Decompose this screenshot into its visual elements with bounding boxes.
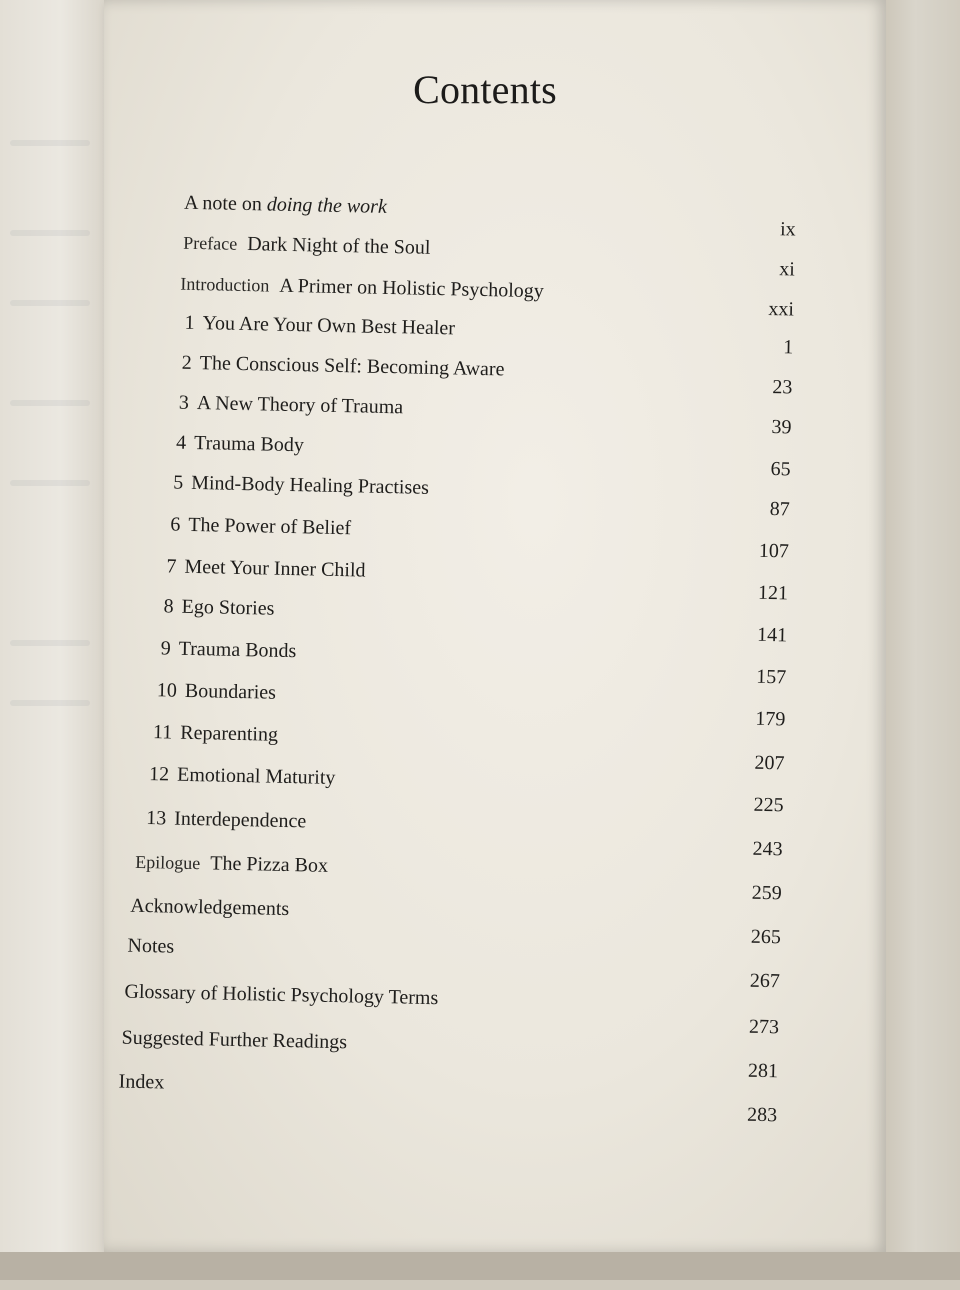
entry-title: Emotional Maturity	[176, 763, 336, 789]
page-number: 87	[769, 498, 791, 521]
chapter-number: 10	[156, 679, 178, 702]
chapter-number: 3	[178, 391, 190, 414]
page-number: 283	[746, 1103, 778, 1127]
page-number: 121	[757, 581, 789, 605]
page-number: 179	[755, 707, 786, 731]
toc-entry	[181, 352, 504, 382]
page-number: 1	[782, 336, 794, 359]
toc-entry	[149, 763, 336, 790]
chapter-number: 11	[152, 721, 173, 744]
entry-title: Mind-Body Healing Practises	[190, 471, 430, 499]
entry-title: You Are Your Own Best Healer	[202, 312, 456, 340]
toc-entry	[118, 1071, 164, 1095]
toc-entry	[183, 232, 431, 260]
entry-title: The Power of Belief	[188, 513, 352, 540]
page-number: 259	[751, 881, 782, 905]
chapter-number: 6	[170, 513, 181, 536]
page-number: 273	[748, 1015, 780, 1039]
page-number: 281	[747, 1059, 779, 1083]
entry-title: Ego Stories	[181, 595, 275, 620]
entry-title: The Pizza Box	[210, 852, 329, 877]
page-number: 225	[753, 793, 784, 817]
chapter-number: 8	[163, 595, 174, 618]
toc-entry	[130, 895, 289, 921]
toc-entry	[121, 1027, 347, 1055]
chapter-number: 9	[160, 637, 171, 660]
toc-entry	[135, 851, 328, 878]
entry-title: Interdependence	[173, 807, 307, 833]
entry-title: Trauma Bonds	[178, 637, 297, 663]
page-title: Contents	[413, 67, 557, 112]
page-number: 23	[772, 376, 793, 399]
entry-title: A New Theory of Trauma	[196, 392, 404, 419]
entry-title: Index	[118, 1070, 165, 1094]
chapter-number: 5	[172, 471, 184, 494]
chapter-number: 7	[166, 555, 177, 578]
toc-entry	[180, 273, 544, 304]
section-label: Epilogue	[135, 851, 201, 874]
page-number: 141	[756, 623, 788, 647]
page-number: 207	[754, 751, 785, 775]
chapter-number: 2	[181, 351, 192, 374]
page-number: 39	[771, 416, 792, 439]
section-label: Introduction	[180, 273, 270, 296]
page-number: 107	[758, 539, 790, 563]
toc-entry	[170, 513, 351, 540]
entry-title: A note on	[183, 191, 268, 216]
entry-title: Glossary of Holistic Psychology Terms	[124, 980, 439, 1010]
chapter-number: 12	[148, 763, 170, 786]
entry-title: Acknowledgements	[130, 894, 290, 921]
toc-entry	[157, 679, 277, 704]
entry-title: The Conscious Self: Becoming Aware	[199, 352, 505, 381]
toc-entry	[153, 721, 278, 747]
entry-title: Meet Your Inner Child	[184, 555, 366, 582]
page-number: 267	[749, 969, 781, 993]
toc-entry	[173, 472, 429, 500]
toc-entry	[179, 392, 404, 420]
toc-entry	[146, 807, 307, 833]
entry-title: Suggested Further Readings	[121, 1026, 348, 1054]
chapter-number: 1	[184, 311, 195, 334]
section-label: Preface	[183, 232, 238, 254]
toc-entry	[184, 312, 455, 341]
toc-entry	[176, 432, 304, 458]
entry-title-italic: doing the work	[266, 193, 388, 218]
page-number: 243	[752, 837, 783, 861]
toc-entry	[184, 192, 387, 219]
toc-entry	[163, 595, 274, 620]
page-number: 265	[750, 925, 782, 949]
toc-entry	[161, 637, 297, 663]
entry-title: A Primer on Holistic Psychology	[279, 274, 544, 303]
entry-title: Dark Night of the Soul	[246, 233, 431, 259]
page-number: ix	[779, 218, 796, 241]
entry-title: Boundaries	[184, 679, 277, 704]
page-number: 157	[756, 665, 787, 689]
entry-title: Notes	[127, 934, 175, 958]
toc-entry	[124, 981, 438, 1011]
chapter-number: 4	[175, 431, 187, 454]
toc-entry	[127, 935, 174, 959]
entry-title: Reparenting	[180, 721, 279, 746]
entry-title: Trauma Body	[193, 431, 305, 457]
chapter-number: 13	[145, 807, 167, 830]
page-number: xxi	[768, 297, 795, 321]
toc-entry	[166, 555, 366, 582]
page-number: 65	[770, 458, 791, 481]
page-number: xi	[779, 258, 796, 281]
